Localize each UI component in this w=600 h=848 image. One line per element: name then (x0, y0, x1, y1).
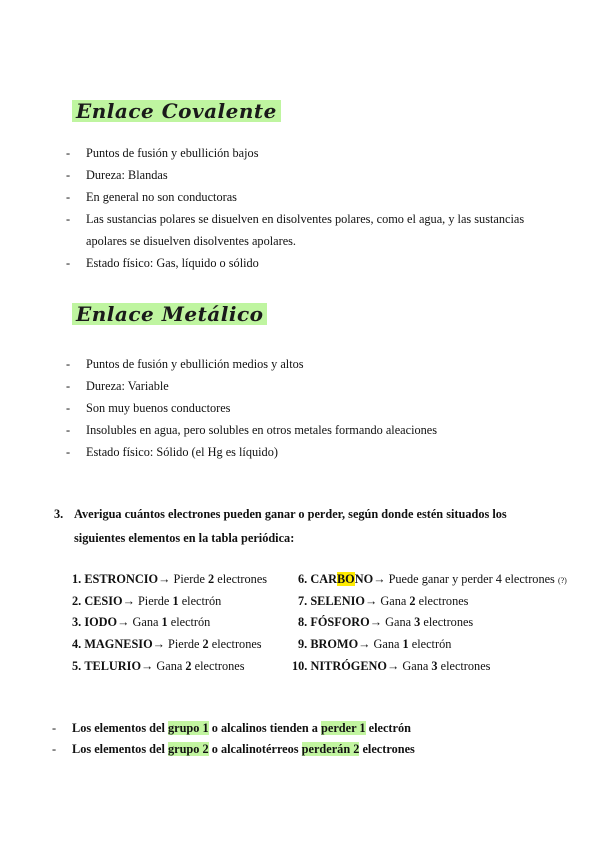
summary-text: Los elementos del (72, 721, 168, 735)
electron-count: 3 (431, 659, 438, 673)
electron-count: 3 (414, 615, 421, 629)
element-text: Gana (377, 594, 410, 608)
electron-count: 1 (161, 615, 168, 629)
summary-text: o alcalinotérreos (208, 742, 302, 756)
dash: - (52, 742, 57, 756)
element-magnesio (72, 636, 262, 652)
element-text: electrón (408, 637, 452, 651)
arrow-icon: → (373, 572, 386, 586)
element-number: 10. (292, 659, 308, 673)
list-item (66, 419, 566, 441)
summary-text: electrón (365, 721, 411, 735)
electron-count: 2 (185, 659, 192, 673)
highlighted-text: BO (336, 572, 355, 586)
element-number: 4. (72, 637, 82, 651)
element-name: IODO (84, 615, 118, 629)
list-item-text: Insolubles en agua, pero solubles en otros metales formando aleaciones (86, 423, 438, 437)
element-number: 6. (298, 572, 308, 586)
summary-text: o alcalinos tienden a (208, 721, 322, 735)
summary-line-2 (52, 741, 415, 757)
element-name: MAGNESIO (84, 637, 153, 651)
element-name-part: NO (354, 572, 374, 586)
element-nitrogeno (292, 658, 490, 674)
highlighted-text: grupo 2 (167, 742, 209, 756)
list-item-text: Puntos de fusión y ebullición bajos (86, 146, 259, 160)
arrow-icon: → (369, 615, 383, 629)
list-item (66, 252, 566, 274)
element-text: Pierde (164, 637, 203, 651)
dash: - (52, 721, 57, 735)
summary-text: Los elementos del (72, 742, 168, 756)
electron-count: 1 (172, 594, 179, 608)
element-name (310, 572, 373, 586)
element-name: NITRÓGENO (310, 659, 387, 673)
element-text: electrón (178, 594, 222, 608)
element-estroncio (72, 571, 267, 587)
list-item (66, 375, 566, 397)
arrow-icon: → (158, 572, 171, 586)
element-text: Pierde (134, 594, 173, 608)
question-line-2: siguientes elementos en la tabla periódica: (74, 531, 295, 545)
element-text: electrones (437, 659, 491, 673)
element-text: Gana (399, 659, 432, 673)
element-iodo (72, 614, 210, 630)
dash: - (66, 357, 71, 371)
dash: - (66, 401, 71, 415)
element-number: 9. (298, 637, 308, 651)
arrow-icon: → (141, 659, 154, 673)
question-note: (?) (557, 576, 567, 585)
list-item-text: En general no son conductoras (86, 190, 237, 204)
element-name: CESIO (84, 594, 123, 608)
element-name: FÓSFORO (310, 615, 370, 629)
element-number: 2. (72, 594, 82, 608)
list-item-text: Dureza: Blandas (86, 168, 168, 182)
element-carbono (298, 571, 567, 589)
dash: - (66, 423, 71, 437)
element-number: 3. (72, 615, 82, 629)
highlighted-text: perderán 2 (301, 742, 360, 756)
electron-count: 2 (202, 637, 209, 651)
element-text: Puede ganar y perder 4 electrones (385, 572, 555, 586)
element-telurio (72, 658, 245, 674)
element-text: Gana (129, 615, 162, 629)
list-item-text: Estado físico: Sólido (el Hg es líquido) (86, 445, 278, 459)
element-name: ESTRONCIO (84, 572, 159, 586)
element-text: electrones (191, 659, 245, 673)
arrow-icon: → (122, 594, 135, 608)
element-fosforo (298, 614, 473, 630)
element-bromo (298, 636, 451, 652)
dash: - (66, 168, 71, 182)
dash: - (66, 445, 71, 459)
list-item-text: apolares se disuelven disolventes apolares. (86, 234, 297, 248)
element-text: Gana (370, 637, 403, 651)
element-name-part: CAR (310, 572, 337, 586)
element-number: 7. (298, 594, 308, 608)
covalente-list (66, 142, 566, 274)
element-number: 8. (298, 615, 308, 629)
arrow-icon: → (117, 615, 130, 629)
dash: - (66, 190, 71, 204)
dash: - (66, 379, 71, 393)
element-selenio (298, 593, 468, 609)
element-number: 5. (72, 659, 82, 673)
heading-enlace-covalente: Enlace Covalente (72, 100, 281, 122)
dash: - (66, 256, 71, 270)
list-item-text: Las sustancias polares se disuelven en disolventes polares, como el agua, y las sustancias (86, 212, 525, 226)
element-number: 1. (72, 572, 82, 586)
element-text: Pierde (170, 572, 208, 586)
list-item-text: Estado físico: Gas, líquido o sólido (86, 256, 259, 270)
summary-line-1 (52, 720, 411, 736)
list-item-text: Son muy buenos conductores (86, 401, 231, 415)
list-item (66, 208, 566, 230)
list-item (66, 353, 566, 375)
question-3 (54, 502, 554, 550)
summary-text: electrones (359, 742, 415, 756)
list-item-text: Puntos de fusión y ebullición medios y altos (86, 357, 304, 371)
list-item (66, 186, 566, 208)
question-line-1: Averigua cuántos electrones pueden ganar o perder, según donde estén situados los (74, 507, 507, 521)
element-text: electrones (208, 637, 262, 651)
dash: - (66, 146, 71, 160)
list-item-continuation (66, 230, 566, 252)
element-name: TELURIO (84, 659, 142, 673)
arrow-icon: → (386, 659, 400, 673)
list-item (66, 142, 566, 164)
element-text: electrones (214, 572, 268, 586)
list-item-text: Dureza: Variable (86, 379, 169, 393)
arrow-icon: → (152, 637, 165, 651)
list-item (66, 397, 566, 419)
list-item (66, 441, 566, 463)
electron-count: 2 (409, 594, 416, 608)
electron-count: 2 (208, 572, 215, 586)
question-number: 3. (54, 507, 64, 521)
element-text: electrones (420, 615, 474, 629)
dash: - (66, 212, 71, 226)
heading-enlace-metalico: Enlace Metálico (72, 303, 267, 325)
highlighted-text: grupo 1 (167, 721, 209, 735)
arrow-icon: → (358, 637, 371, 651)
element-cesio (72, 593, 221, 609)
element-text: electrón (167, 615, 211, 629)
arrow-icon: → (365, 594, 378, 608)
metalico-list (66, 353, 566, 463)
list-item (66, 164, 566, 186)
element-name: SELENIO (310, 594, 365, 608)
element-text: Gana (153, 659, 186, 673)
element-text: Gana (382, 615, 415, 629)
element-text: electrones (415, 594, 469, 608)
highlighted-text: perder 1 (321, 721, 366, 735)
electron-count: 1 (402, 637, 409, 651)
element-name: BROMO (310, 637, 359, 651)
